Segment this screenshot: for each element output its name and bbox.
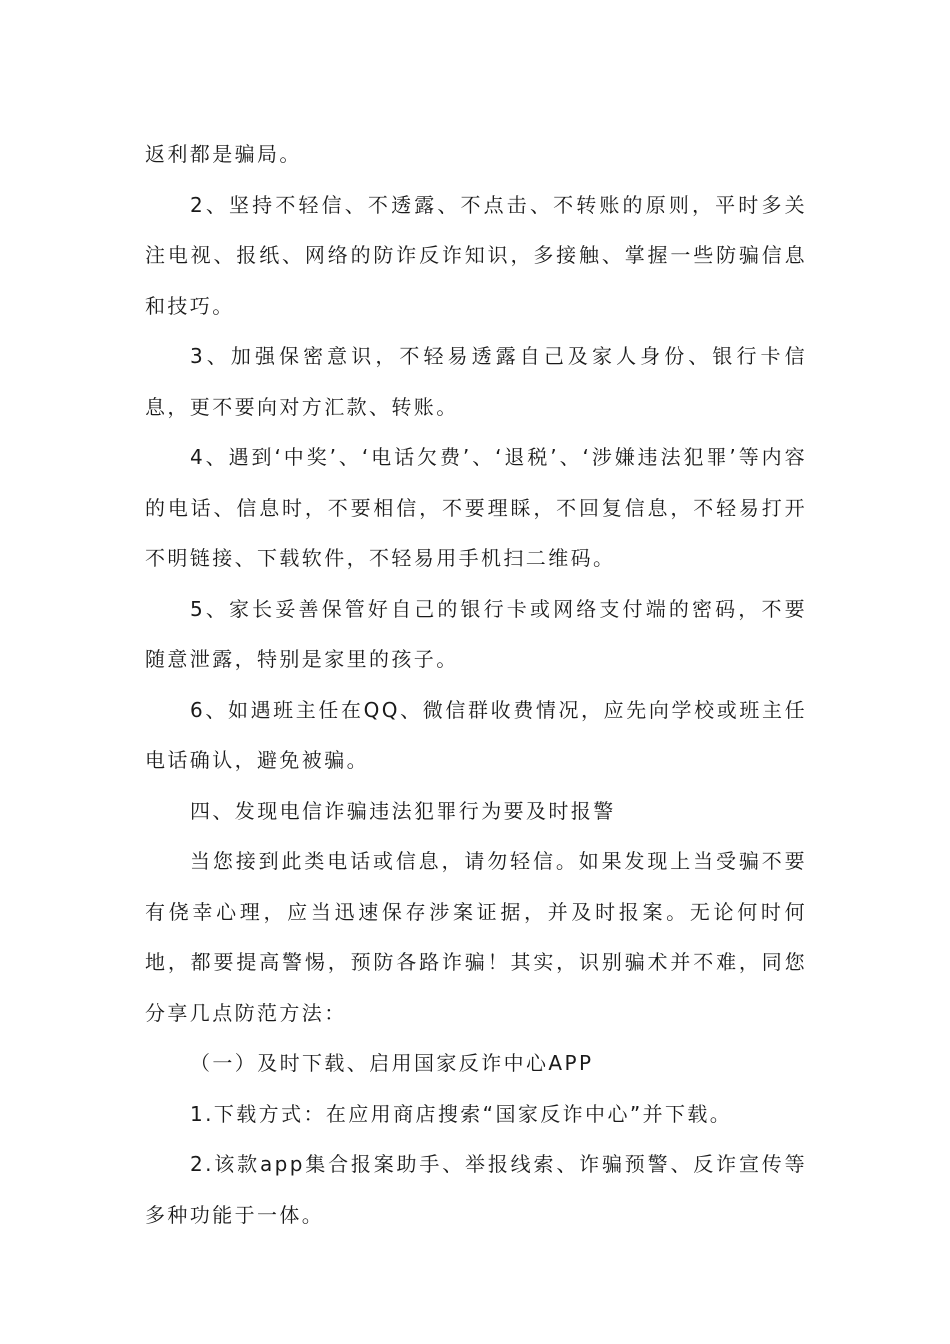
paragraph-item-2: 2、坚持不轻信、不透露、不点击、不转账的原则，平时多关注电视、报纸、网络的防诈反诈知识，多接触、掌握一些防骗信息和技巧。 bbox=[145, 192, 807, 318]
paragraph-continuation: 返利都是骗局。 bbox=[145, 142, 302, 166]
paragraph-item-3: 3、加强保密意识，不轻易透露自己及家人身份、银行卡信息，更不要向对方汇款、转账。 bbox=[145, 344, 807, 419]
paragraph-item-6: 6、如遇班主任在QQ、微信群收费情况，应先向学校或班主任电话确认，避免被骗。 bbox=[145, 697, 807, 772]
paragraph-download-method: 1.下载方式：在应用商店搜索“国家反诈中心”并下载。 bbox=[190, 1101, 733, 1126]
paragraph-item-5: 5、家长妥善保管好自己的银行卡或网络支付端的密码，不要随意泄露，特别是家里的孩子。 bbox=[145, 596, 807, 671]
subsection-heading-one: （一）及时下载、启用国家反诈中心APP bbox=[190, 1051, 594, 1075]
document-body bbox=[145, 129, 807, 1240]
paragraph-app-features: 2.该款app集合报案助手、举报线索、诈骗预警、反诈宣传等多种功能于一体。 bbox=[145, 1152, 807, 1227]
section-heading-four: 四、发现电信诈骗违法犯罪行为要及时报警 bbox=[190, 798, 616, 823]
paragraph-report-advice: 当您接到此类电话或信息，请勿轻信。如果发现上当受骗不要有侥幸心理，应当迅速保存涉案证据，并及时报案。无论何时何地，都要提高警惕，预防各路诈骗！其实，识别骗术并不难，同您分享几点防范方法： bbox=[145, 849, 807, 1025]
paragraph-item-4: 4、遇到‘中奖’、‘电话欠费’、‘退税’、‘涉嫌违法犯罪’等内容的电话、信息时，不要相信，不要理睬，不回复信息，不轻易打开不明链接、下载软件，不轻易用手机扫二维码。 bbox=[145, 445, 807, 570]
